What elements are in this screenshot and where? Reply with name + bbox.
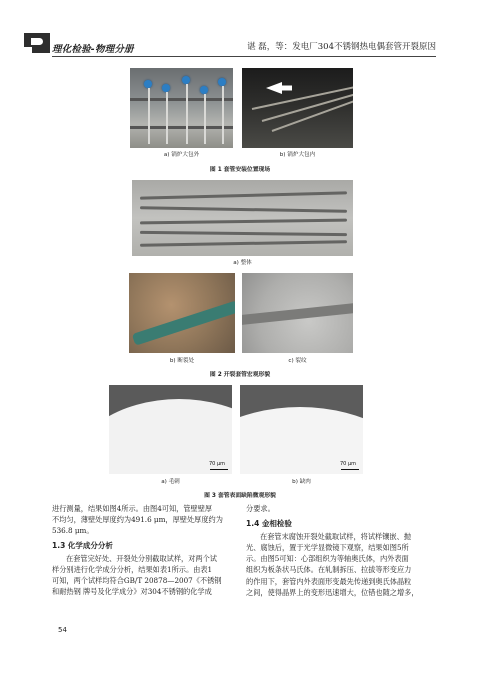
photo-crack: [242, 273, 353, 353]
header-rule: [52, 56, 436, 57]
arrow-icon: [266, 82, 292, 94]
right-para1: 分要求。: [246, 504, 275, 513]
fig1-sub-a: a) 锅炉大包外: [163, 152, 200, 158]
page-number: 54: [58, 626, 67, 634]
fig3-caption: 图 3 套管表面缺陷微观形貌: [204, 493, 276, 499]
fig1-caption: 图 1 套管安装位置现场: [209, 167, 271, 173]
right-para2: 在套管末腐蚀开裂处截取试样，将试样镶嵌、抛: [260, 532, 411, 541]
left-para2: 在套管完好处、开裂处分别截取试样，对两个试: [66, 554, 217, 563]
fig2-sub-b: b) 断裂处: [169, 358, 195, 364]
micrograph-missing-material: [240, 385, 363, 474]
fig2-sub-a: a) 整体: [233, 260, 252, 266]
photo-cracked-tubes-overall: [132, 180, 353, 256]
left-para2-cont: 样分别进行化学成分分析，结果如表1所示。由表1 可知，两个试样均符合GB/T 20878—2007《不锈钢 和耐热钢 牌号及化学成分》对304不锈钢的化学成: [52, 565, 222, 597]
scale-label-a: 70 μm: [209, 461, 226, 467]
running-title: 谌 磊，等：发电厂304不锈钢热电偶套管开裂原因: [247, 42, 436, 52]
left-para1: 进行测量，结果如图4所示。由图4可知，管壁壁厚 不均匀，薄壁处厚度约为491.6 μm，厚壁处厚度约为 536.8 μm。: [52, 504, 223, 536]
right-para2-cont: 光、腐蚀后，置于光学显微镜下观察，结果如图5所 示。由图5可知：心部组织为等轴奥氏体，内外表面 组织为板条状马氏体。在轧制拆压、拉拔等形变应力 的作用下，套管内外表面形变最先传递到奥氏体晶粒 之间，使得晶界上的变形迅速增大，位错也随之增多，: [246, 543, 419, 597]
fig1-sub-b: b) 锅炉大包内: [279, 152, 316, 158]
journal-logo-gap: [24, 47, 32, 53]
scale-label-b: 70 μm: [340, 461, 357, 467]
journal-name: 理化检验-物理分册: [52, 44, 134, 55]
fig3-sub-a: a) 毛刺: [161, 479, 180, 485]
micrograph-burr: [109, 385, 232, 474]
section-1-3-heading: 1.3 化学成分分析: [52, 541, 113, 550]
photo-fracture: [129, 273, 235, 353]
fig2-sub-c: c) 裂纹: [288, 358, 307, 364]
journal-logo-cutout: [31, 38, 43, 45]
fig3-sub-b: b) 缺肉: [292, 479, 311, 485]
section-1-4-heading: 1.4 金相检验: [246, 519, 292, 528]
fig2-caption: 图 2 开裂套管宏观形貌: [209, 372, 271, 378]
photo-boiler-outside: [130, 68, 233, 148]
photo-boiler-inside: [242, 68, 353, 148]
